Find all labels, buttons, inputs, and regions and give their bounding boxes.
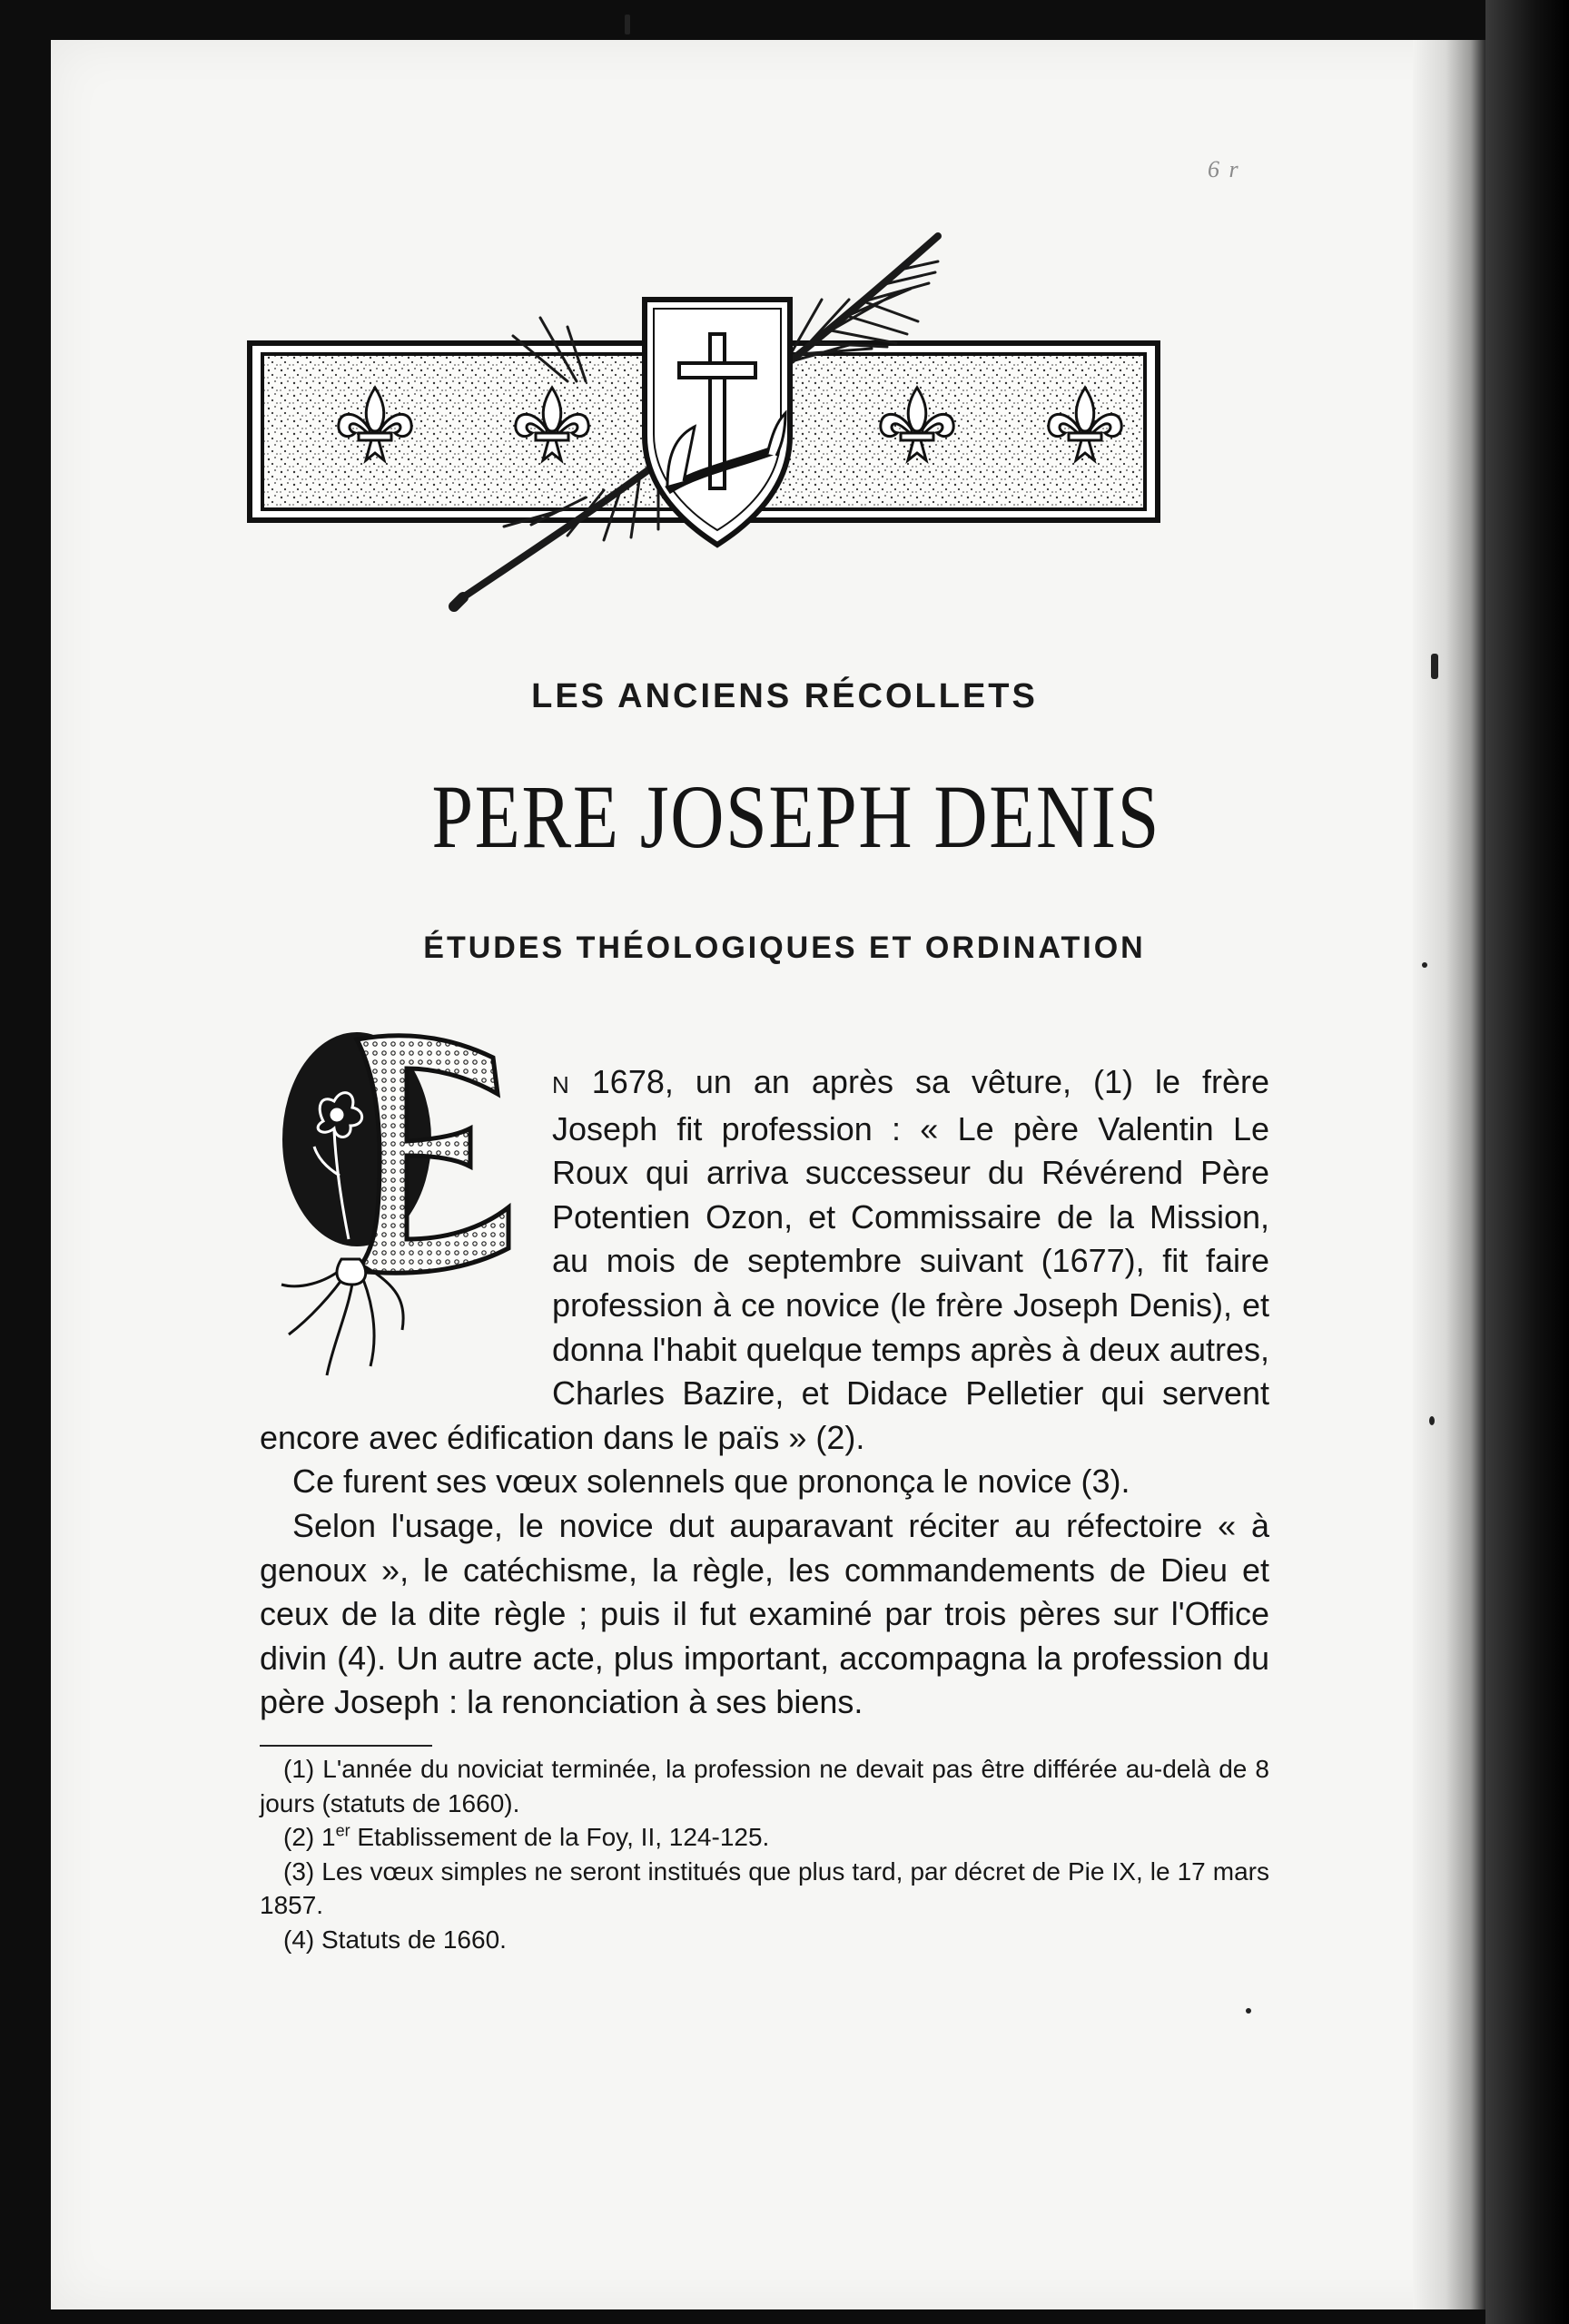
scan-speck <box>1246 2008 1251 2014</box>
footnote-4: (4) Statuts de 1660. <box>283 1925 507 1954</box>
paragraph-3: Selon l'usage, le novice dut auparavant réciter au réfectoire « à genoux », le catéchisme, la règle, les commandements de Dieu et ceux de la dite règle ; puis il fut examiné par trois pères sur l'Office divin (4). Un autre acte, plus important, accompagna la profession du père Joseph : la renonciation à ses biens. <box>260 1506 1269 1721</box>
page-title: PERE JOSEPH DENIS <box>431 766 1161 867</box>
page-mark: 6 r <box>1208 156 1240 182</box>
scan-speck <box>1422 962 1427 968</box>
scan-edge <box>1485 0 1569 2324</box>
section-kicker: LES ANCIENS RÉCOLLETS <box>531 677 1038 715</box>
paragraph-2: Ce furent ses vœux solennels que prononça le novice (3). <box>292 1462 1130 1501</box>
footnote-2: (2) 1er Etablissement de la Foy, II, 124-125. <box>283 1821 770 1851</box>
footnotes <box>260 1752 1269 1956</box>
scan-speck <box>1431 654 1438 679</box>
footnote-1: (1) L'année du noviciat terminée, la profession ne devait pas être différée au-delà de 8 jours (statuts de 1660). <box>260 1755 1269 1817</box>
header-ornament <box>241 227 1167 635</box>
page-gutter-shadow <box>1413 40 1485 2309</box>
footnote-3: (3) Les vœux simples ne seront institués que plus tard, par décret de Pie IX, le 17 mars 1857. <box>260 1856 1269 1919</box>
paragraph-1-text: 1678, un an après sa vêture, (1) le frère Joseph fit profession : « Le père Valentin Le Roux qui arriva successeur du Révérend Père Potentien Ozon, et Commissaire de la Mission, au mois de septembre suivant (1677), fit faire profession à ce novice (le frère Joseph Denis), et donna l'habit quelque temps après à deux autres, Charles Bazire, et Didace Pelletier qui servent encore avec édification dans le païs » (2). <box>260 1063 1270 1456</box>
footnote-rule <box>260 1745 432 1747</box>
dropcap-continuation: N <box>552 1071 570 1098</box>
chapter-subtitle: ÉTUDES THÉOLOGIQUES ET ORDINATION <box>423 931 1146 965</box>
dropcap-spacer <box>260 1060 552 1413</box>
article-body <box>260 1060 1269 1725</box>
scan-speck <box>625 15 630 34</box>
scan-speck <box>1429 1416 1435 1425</box>
